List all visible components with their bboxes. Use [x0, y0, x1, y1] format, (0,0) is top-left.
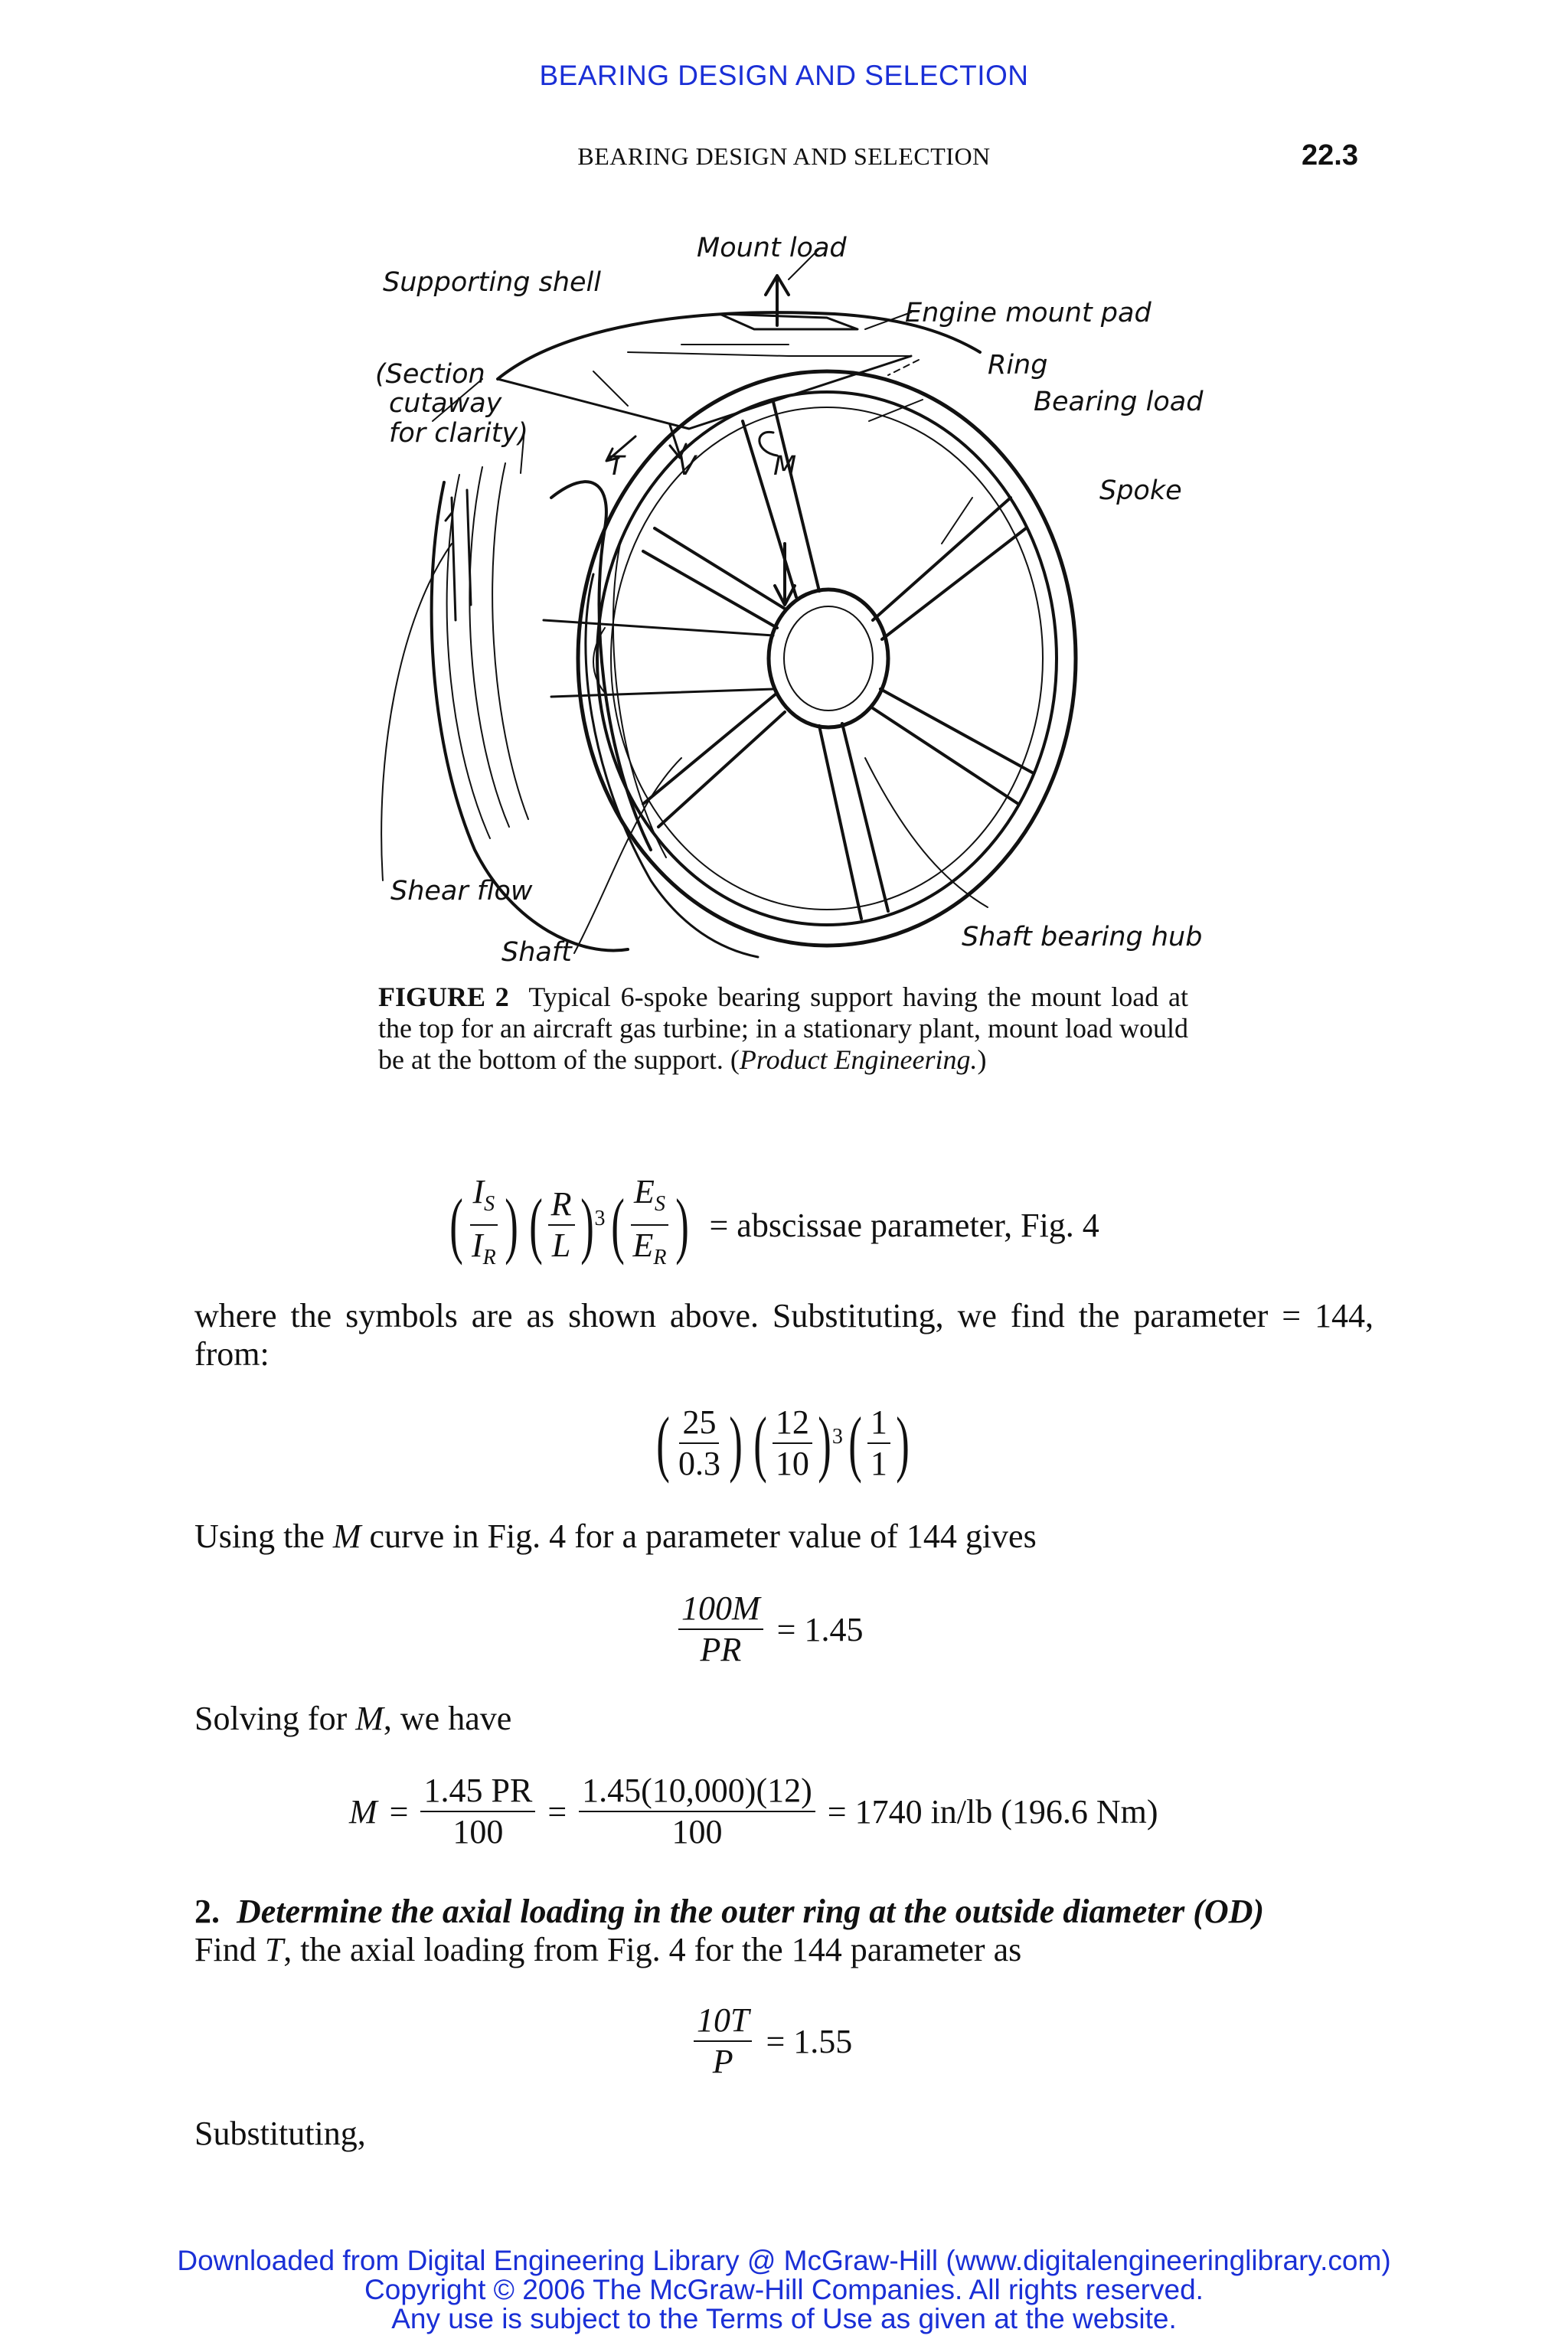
document-banner: BEARING DESIGN AND SELECTION — [539, 60, 1029, 91]
spoke-6 — [643, 528, 785, 628]
label-bearing-load: Bearing load — [1034, 387, 1204, 417]
step-2-heading: 2. Determine the axial loading in the outer ring at the outside diameter (OD) — [194, 1893, 1265, 1930]
mount-load-arrow — [766, 276, 789, 325]
footer-download-line[interactable]: Downloaded from Digital Engineering Library @ McGraw-Hill (www.digitalengineeringlibrary.com) — [177, 2245, 1391, 2276]
bearing-support-figure — [360, 222, 1233, 988]
label-supporting-shell: Supporting shell — [383, 267, 602, 298]
equation-10t-p: $\frac{10T}{P}$ = 1.55 — [694, 1995, 852, 2087]
figure-caption — [378, 982, 1188, 1076]
caption-text: Typical 6-spoke bearing support having the mount load at the top for an aircraft gas turbine; in a stationary plant, mount load would be at the bottom of the support. ( — [378, 982, 1189, 1075]
running-head: BEARING DESIGN AND SELECTION — [577, 142, 991, 170]
caption-source: Product Engineering. — [739, 1044, 978, 1075]
engine-mount-pad — [720, 314, 858, 329]
step-2-text: Find T, the axial loading from Fig. 4 for the 144 parameter as — [194, 1931, 1022, 1968]
label-for-clarity: for clarity) — [389, 418, 528, 449]
label-cutaway: cutaway — [389, 388, 502, 419]
label-shaft-bearing-hub: Shaft bearing hub — [962, 922, 1203, 952]
outer-ring — [578, 371, 1076, 946]
page-number: 22.3 — [1302, 139, 1358, 172]
label-engine-mount-pad: Engine mount pad — [905, 298, 1152, 328]
spoke-1 — [743, 402, 819, 597]
label-m: M — [773, 451, 797, 482]
spoke-5 — [643, 693, 785, 827]
label-ring: Ring — [988, 350, 1048, 381]
equation-parameter: ( $\frac{25}{0.3}$ ) ( $\frac{12}{10}$ ) 3 ( $\frac{1}{1}$ ) — [656, 1402, 910, 1484]
label-t: T — [608, 451, 625, 482]
footer-copyright-line: Copyright © 2006 The McGraw-Hill Companies. All rights reserved. — [364, 2274, 1204, 2305]
spoke-3 — [873, 689, 1034, 804]
label-mount-load: Mount load — [697, 233, 847, 263]
equation-100m-pr: $\frac{100M}{PR}$ = 1.45 — [678, 1583, 863, 1675]
bearing-load-arrow — [775, 544, 795, 605]
footer-terms-line[interactable]: Any use is subject to the Terms of Use as given at the website. — [391, 2303, 1177, 2334]
label-shaft: Shaft — [501, 937, 572, 968]
spoke-4 — [819, 724, 888, 919]
figure-number: FIGURE 2 — [378, 982, 509, 1012]
label-spoke: Spoke — [1099, 475, 1182, 506]
paragraph-substituting-2: Substituting, — [194, 2115, 366, 2152]
paragraph-m-curve: Using the M curve in Fig. 4 for a parameter value of 144 gives — [194, 1517, 1037, 1555]
equation-m-result: M = $\frac{1.45 PR}{100}$ = $\frac{1.45(10,000)(12)}{100}$ = 1740 in/lb (196.6 Nm) — [349, 1772, 1158, 1851]
label-shear-flow: Shear flow — [390, 876, 533, 906]
equation-abscissae: ( $\frac{I_S}{I_R}$ ) ( $\frac{R}{L}$ ) 3 ( $\frac{E_S}{E_R}$ ) = abscissae parameter, Fig. 4 — [449, 1173, 1099, 1269]
caption-end: ) — [977, 1044, 987, 1075]
spoke-2 — [873, 498, 1026, 639]
label-v: V — [678, 451, 696, 482]
paragraph-substituting: where the symbols are as shown above. Substituting, we find the parameter = 144, from: — [194, 1297, 1374, 1373]
inner-ring-edge — [597, 392, 1057, 925]
abscissae-rhs: = abscissae parameter, Fig. 4 — [709, 1206, 1099, 1244]
shaft-bearing-hub — [769, 590, 888, 727]
label-section: (Section — [375, 359, 485, 390]
paragraph-solving-m: Solving for M, we have — [194, 1700, 512, 1737]
